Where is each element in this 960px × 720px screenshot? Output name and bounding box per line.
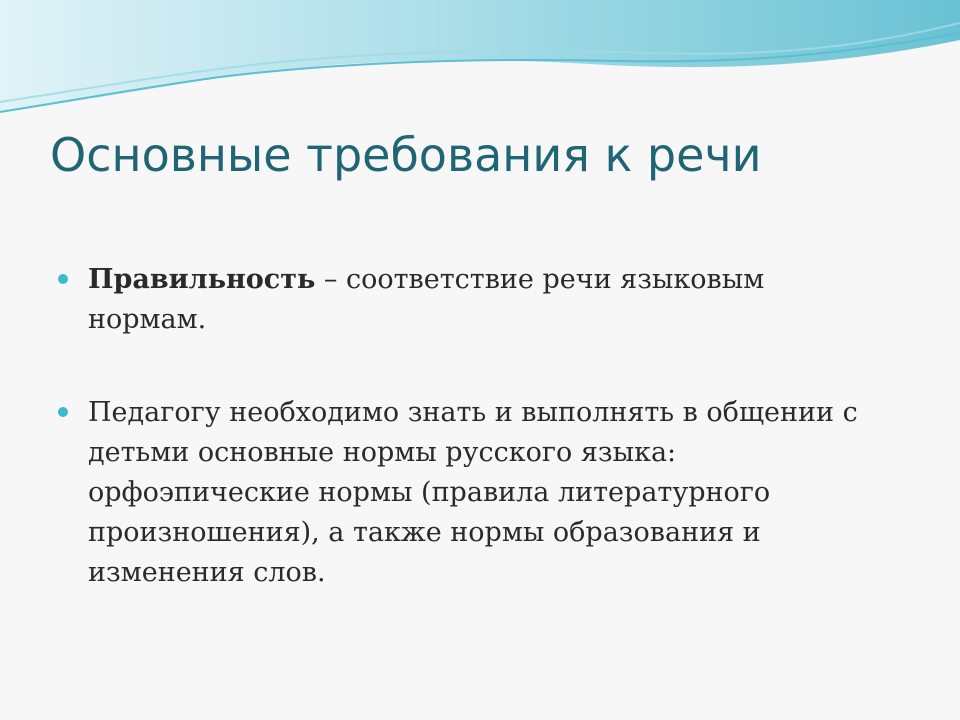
bullet-term: Правильность (88, 264, 316, 295)
bullet-marker-icon (58, 407, 68, 417)
bullet-item-correctness (58, 260, 858, 340)
bullet-text: Педагогу необходимо знать и выполнять в общении с детьми основные нормы русского языка: орфоэпические нормы (правила литературного произношения), а также нормы образования и изменения слов. (88, 397, 858, 588)
bullet-marker-icon (58, 274, 68, 284)
bullet-list (58, 260, 858, 593)
slide-title: Основные требования к речи (50, 128, 762, 182)
bullet-item-teacher-norms (58, 393, 858, 593)
bullet-text: – соответствие речи языковым нормам. (88, 264, 765, 335)
